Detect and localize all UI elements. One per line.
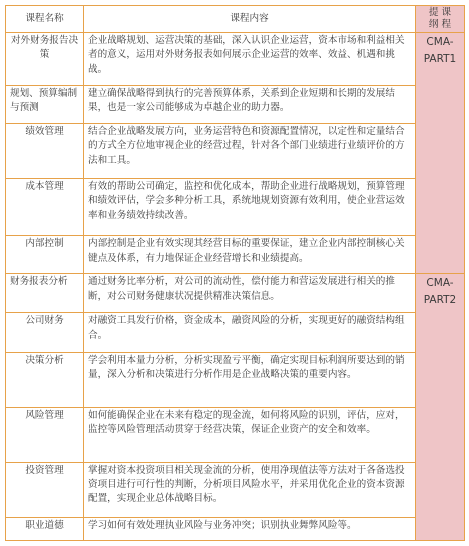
table-row [6,407,465,462]
course-content: 建立确保战略得到执行的完善预算体系，关系到企业短期和长期的发展结果，也是一家公司能够成为卓越企业的助力器。 [84,85,416,123]
course-content: 对融资工具发行价格，资金成本，融资风险的分析，实现更好的融资结构组合。 [84,313,416,352]
course-name: 内部控制 [6,236,84,274]
header-row [6,6,465,33]
part2-label-line1: CMA- [426,277,454,290]
table-row [6,313,465,352]
part1-label-line2: PART1 [423,52,457,65]
course-name: 成本管理 [6,179,84,236]
course-name: 决策分析 [6,352,84,407]
table-row [6,33,465,86]
curriculum-table [5,5,465,541]
part1-label-line1: CMA- [426,36,454,48]
header-outline-line1: 提 课 [428,7,452,19]
course-content: 学会利用本量力分析，分析实现盈亏平衡，确定实现目标利润所要达到的销量，深入分析和决策进行分析作用是企业战略决策的重要内容。 [84,352,416,407]
course-content: 学习如何有效处理执业风险与业务冲突；识别执业舞弊风险等。 [84,517,416,540]
course-content: 如何能确保企业在未来有稳定的现金流，如何将风险的识别，评估，应对，监控等风险管理活动贯穿于经营决策，保证企业资产的安全和效率。 [84,407,416,462]
course-name: 对外财务报告决策 [6,33,84,86]
course-content: 内部控制是企业有效实现其经营目标的重要保证，建立企业内部控制核心关键点及体系，有力地保证企业经营增长和业绩提高。 [84,236,416,274]
course-name: 绩效管理 [6,124,84,179]
course-content: 有效的帮助公司确定，监控和优化成本，帮助企业进行战略规划，预算管理和绩效评估，学会多种分析工具，系统地规划资源有效利用，使企业营运效率和业务绩效持续改善。 [84,179,416,236]
table-row [6,85,465,123]
table-row [6,236,465,274]
table-row [6,274,465,313]
course-content: 结合企业战略发展方向，业务运营特色和资源配置情况，以定性和定量结合的方式全方位地审视企业的经营过程，针对各个部门业绩进行业绩评价的方法和工具。 [84,124,416,179]
table-row [6,124,465,179]
course-name: 投资管理 [6,462,84,517]
course-name: 财务报表分析 [6,274,84,313]
course-content: 企业战略规划、运营决策的基础，深入认识企业运营，资本市场和利益相关者的意义，运用对外财务报表如何展示企业运营的效率、效益、机遇和挑战。 [84,33,416,86]
course-content: 通过财务比率分析，对公司的流动性，偿付能力和营运发展进行相关的推断，对公司财务健康状况提供精准决策信息。 [84,274,416,313]
header-outline-line2: 纲 程 [428,19,452,30]
course-name: 公司财务 [6,313,84,352]
part1-cell [416,33,465,274]
course-name: 规划、预算编制与预测 [6,85,84,123]
course-name: 职业道德 [6,517,84,540]
course-name: 风险管理 [6,407,84,462]
header-course-content: 课程内容 [84,6,416,33]
table-row [6,462,465,517]
header-course-name: 课程名称 [6,6,84,33]
table-row [6,352,465,407]
course-content: 掌握对资本投资项目相关现金流的分析，使用净现值法等方法对于各备选投资项目进行可行性的判断，分析项目风险水平，并采用优化企业的资本资源配置，实现企业总体战略目标。 [84,462,416,517]
part2-label-line2: PART2 [423,294,457,307]
header-course-outline [416,6,465,33]
part2-cell [416,274,465,541]
table-row [6,179,465,236]
table-row [6,517,465,540]
